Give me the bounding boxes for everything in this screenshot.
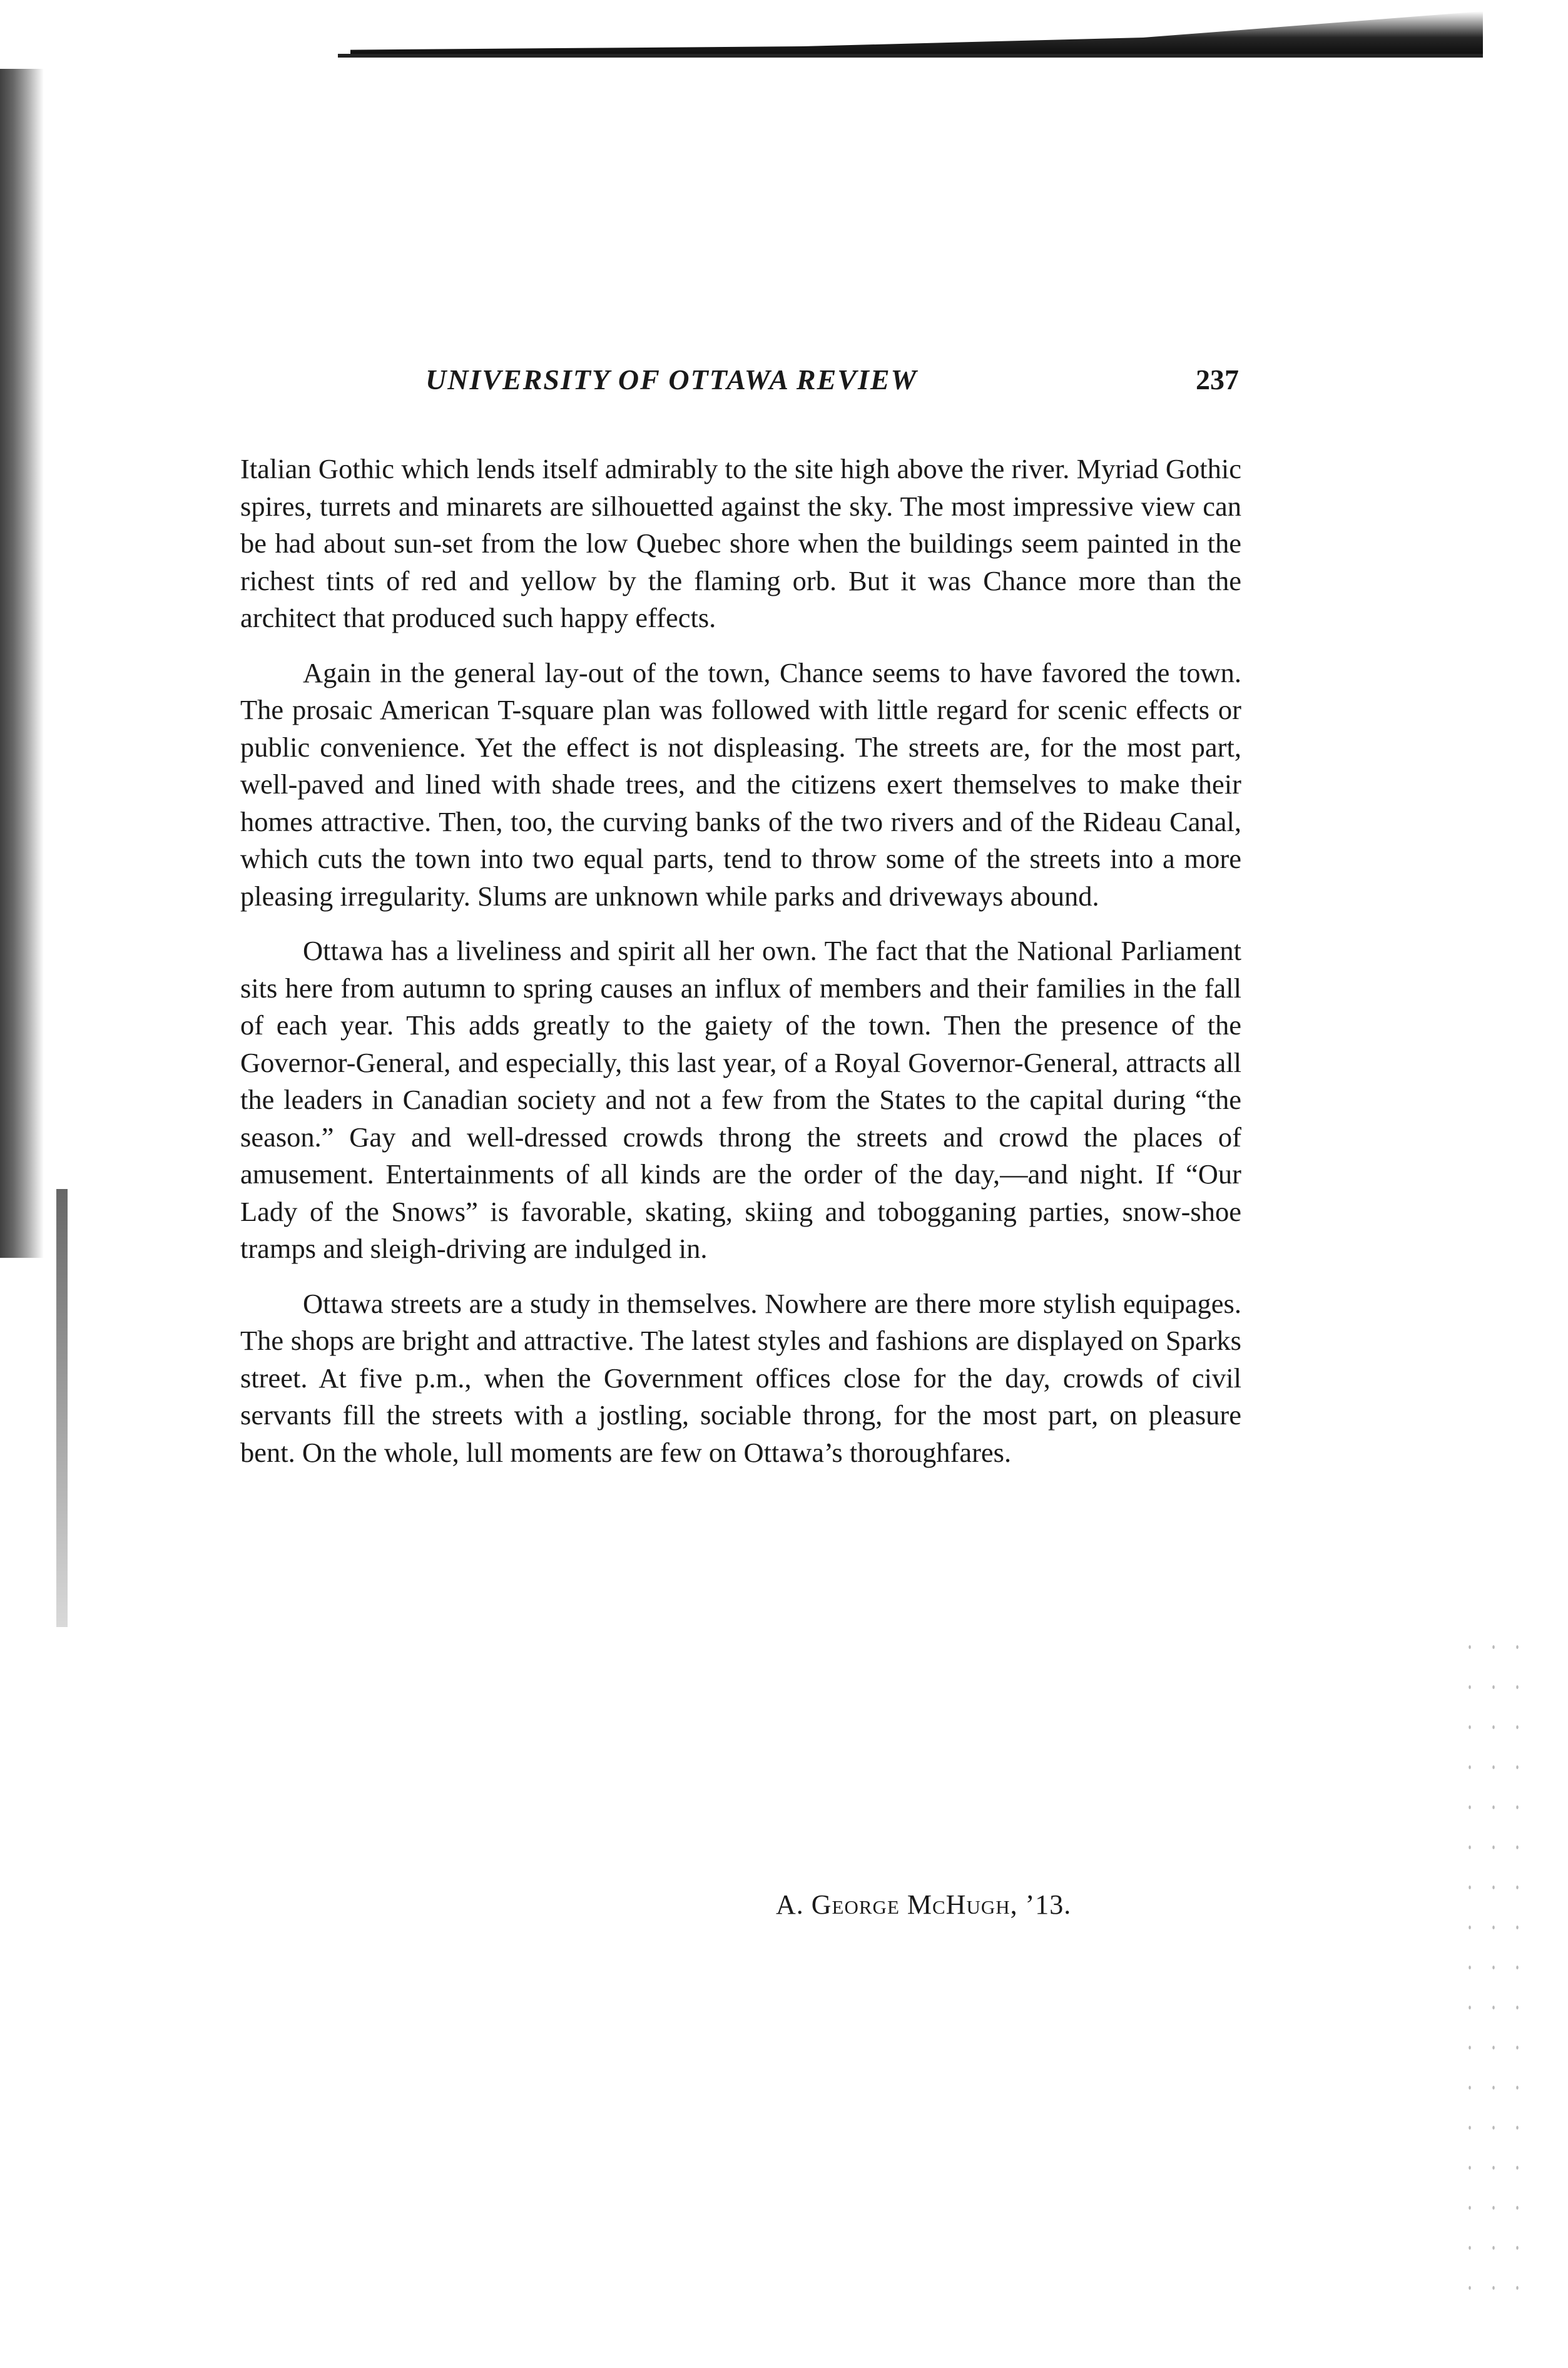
paragraph-3: Ottawa has a liveliness and spirit all her own. The fact that the National Parliament sits here from autumn to spring causes an influx of members and their families in the fall of each year. This adds greatly to the gaiety of the town. Then the presence of the Governor-General, and especially, this last year, of a Royal Governor-General, attracts all the leaders in Canadian society and not a few from the States to the capital during “the season.” Gay and well-dressed crowds throng the streets and crowd the places of amusement. Entertainments of all kinds are the order of the day,—and night. If “Our Lady of the Snows” is favorable, skating, skiing and tobogganing parties, snow-shoe tramps and sleigh-driving are indulged in. [240, 935, 1241, 1264]
page-header [425, 363, 1239, 407]
running-title: UNIVERSITY OF OTTAWA REVIEW [425, 364, 918, 396]
scan-specks-right [1458, 1627, 1539, 2315]
paragraph-4: Ottawa streets are a study in themselves. Nowhere are there more stylish equipages. The shops are bright and attractive. The latest styles and fashions are displayed on Sparks street. At five p.m., when the Government offices close for the day, crowds of civil servants fill the streets with a jostling, sociable throng, for the most part, on pleasure bent. On the whole, lull moments are few on Ottawa’s thoroughfares. [240, 1287, 1241, 1468]
scan-shadow-left-lower [56, 1189, 68, 1627]
paragraph-1: Italian Gothic which lends itself admirably to the site high above the river. Myriad Gothic spires, turrets and minarets are silhouetted against the sky. The most impressive view can be had about sun-set from the low Quebec shore when the buildings seem painted in the richest tints of red and yellow by the flaming orb. But it was Chance more than the architect that produced such happy effects. [240, 453, 1241, 633]
author-signature: A. George McHugh, ’13. [776, 1889, 1072, 1920]
paragraph-2: Again in the general lay-out of the town, Chance seems to have favored the town. The prosaic American T-square plan was followed with little regard for scenic effects or public convenience. Yet the effect is not displeasing. The streets are, for the most part, well-paved and lined with shade trees, and the citizens exert themselves to make their homes attractive. Then, too, the curving banks of the two rivers and of the Rideau Canal, which cuts the town into two equal parts, tend to throw some of the streets into a more pleasing irregularity. Slums are unknown while parks and driveways abound. [240, 656, 1241, 912]
scan-rule-top [338, 54, 1483, 58]
page-number: 237 [1196, 364, 1239, 396]
scan-shadow-left [0, 69, 44, 1258]
scan-shadow-top [350, 11, 1483, 55]
article-body [240, 451, 1241, 1489]
